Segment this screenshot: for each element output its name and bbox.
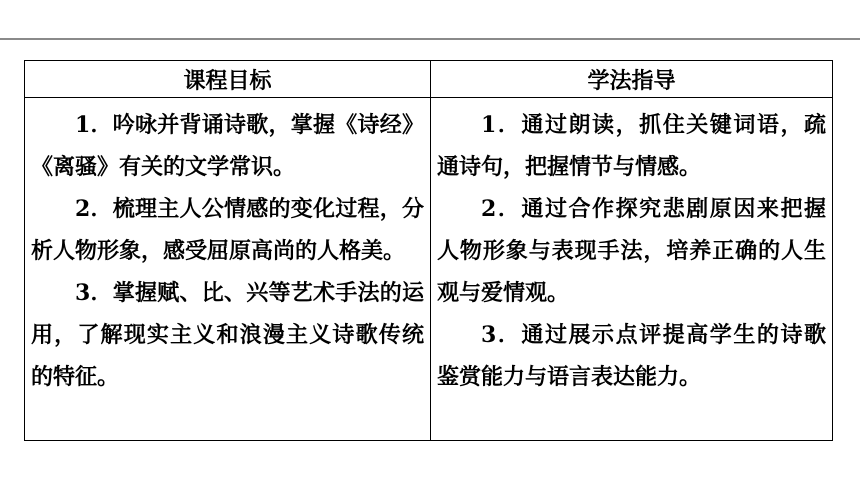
goals-cell — [25, 98, 431, 441]
content-row — [25, 98, 833, 441]
header-row — [25, 61, 833, 98]
guidance-item: 3．通过展示点评提高学生的诗歌鉴赏能力与语言表达能力。 — [437, 322, 826, 390]
guidance-cell — [431, 98, 833, 441]
top-divider — [0, 38, 860, 40]
guidance-item: 2．通过合作探究悲剧原因来把握人物形象与表现手法，培养正确的人生观与爱情观。 — [437, 196, 826, 306]
goals-table — [24, 60, 833, 441]
goal-item: 1．吟咏并背诵诗歌，掌握《诗经》《离骚》有关的文学常识。 — [31, 112, 424, 180]
header-study-guidance: 学法指导 — [431, 61, 833, 98]
goal-item: 3．掌握赋、比、兴等艺术手法的运用，了解现实主义和浪漫主义诗歌传统的特征。 — [31, 280, 424, 390]
goal-item: 2．梳理主人公情感的变化过程，分析人物形象，感受屈原高尚的人格美。 — [31, 196, 424, 264]
guidance-item: 1．通过朗读，抓住关键词语，疏通诗句，把握情节与情感。 — [437, 112, 826, 180]
header-course-goals: 课程目标 — [25, 61, 431, 98]
